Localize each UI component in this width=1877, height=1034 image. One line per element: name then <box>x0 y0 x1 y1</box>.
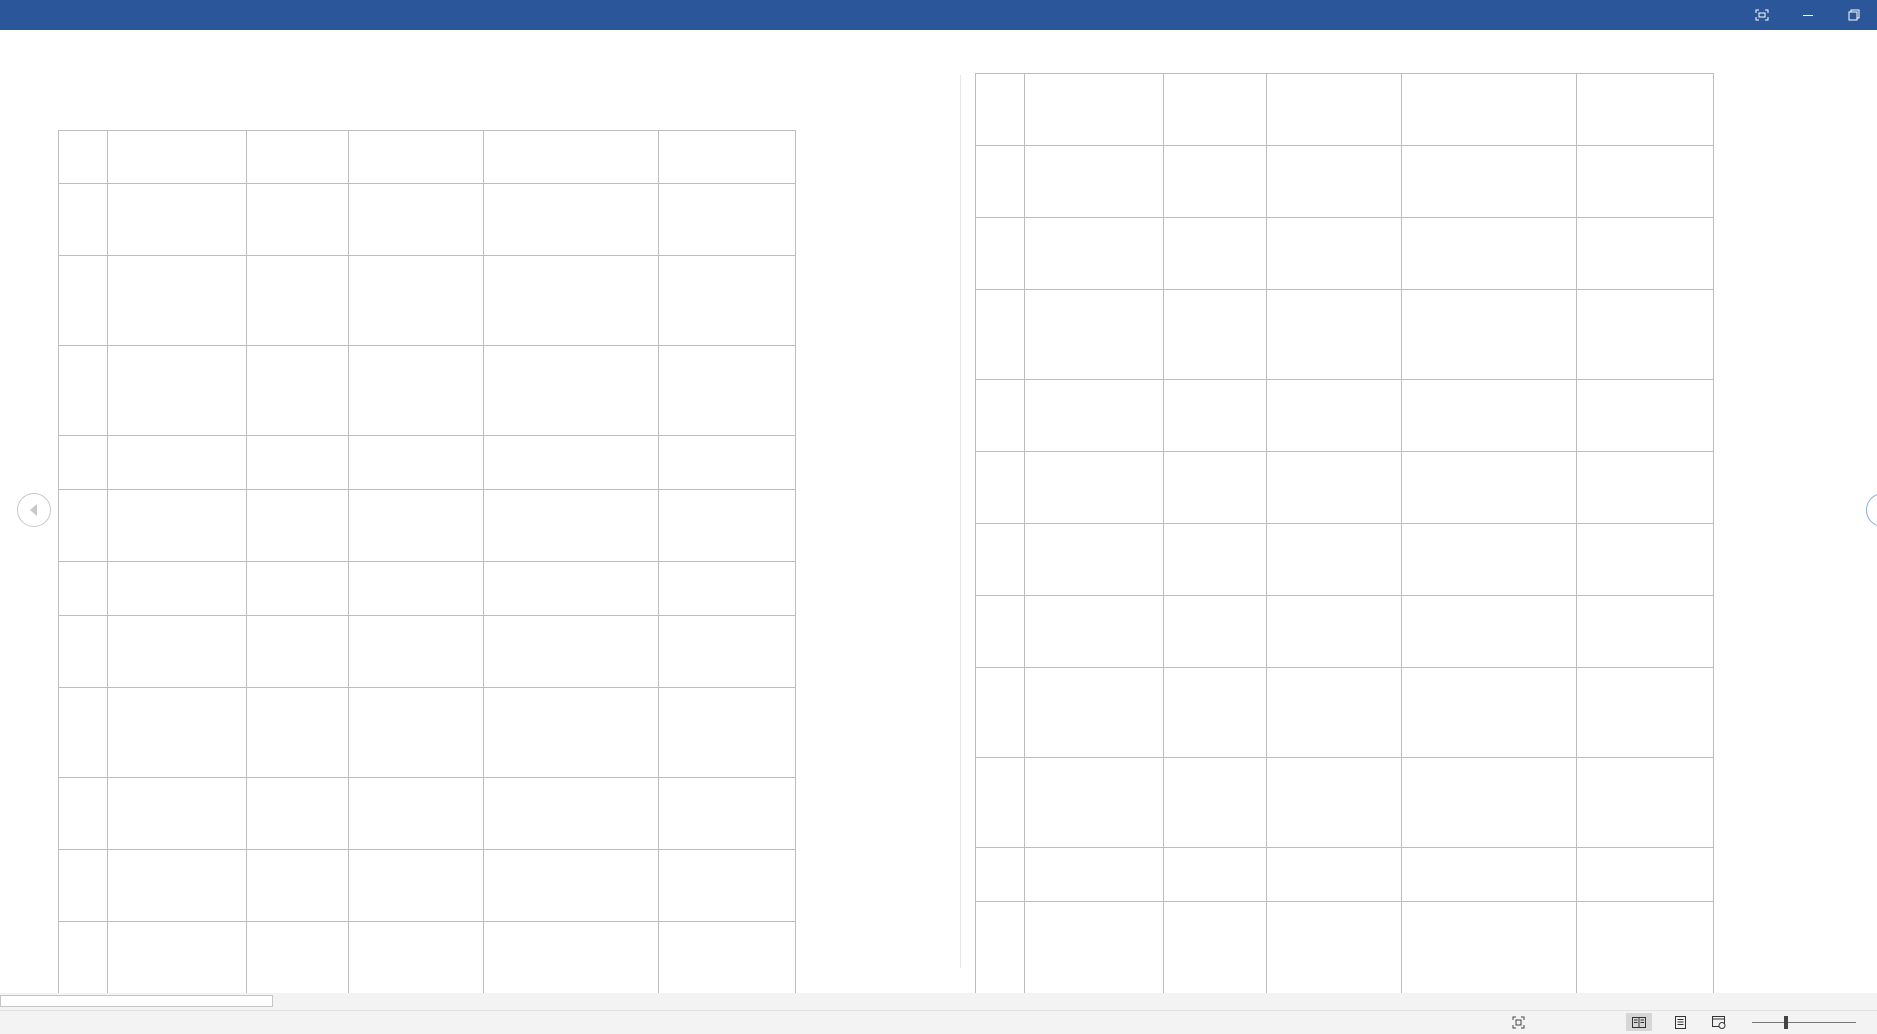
cell-part-of-speech <box>247 436 349 490</box>
cell-number <box>976 290 1025 380</box>
header-context <box>349 131 484 184</box>
window-controls <box>1739 0 1877 30</box>
cell-part-of-speech <box>247 490 349 562</box>
minimize-button[interactable] <box>1785 0 1831 30</box>
table-row <box>59 436 796 490</box>
cell-cefr-level <box>1577 452 1714 524</box>
cell-translation <box>484 346 659 436</box>
cell-context <box>349 256 484 346</box>
cell-part-of-speech <box>1164 452 1267 524</box>
cell-context <box>1267 758 1402 848</box>
cell-part-of-speech <box>1164 596 1267 668</box>
table-row <box>59 346 796 436</box>
window-title <box>0 0 1877 30</box>
cell-context <box>349 490 484 562</box>
header-translation <box>484 131 659 184</box>
cell-word <box>108 778 247 850</box>
cell-part-of-speech <box>1164 74 1267 146</box>
menu-file[interactable] <box>0 0 29 30</box>
web-layout-button[interactable] <box>1706 1013 1732 1031</box>
cell-word <box>108 184 247 256</box>
cell-word <box>1025 452 1164 524</box>
cell-number <box>976 758 1025 848</box>
cell-context <box>1267 74 1402 146</box>
cell-part-of-speech <box>1164 146 1267 218</box>
cell-translation <box>484 562 659 616</box>
cell-number <box>59 490 108 562</box>
cell-word <box>108 562 247 616</box>
cell-cefr-level <box>1577 380 1714 452</box>
cell-translation <box>1402 452 1577 524</box>
table-row <box>976 848 1714 902</box>
cell-cefr-level <box>659 256 796 346</box>
table-row <box>59 562 796 616</box>
cell-word <box>108 616 247 688</box>
print-layout-button[interactable] <box>1667 1013 1693 1031</box>
cell-number <box>59 256 108 346</box>
cell-number <box>59 850 108 922</box>
cell-context <box>349 688 484 778</box>
vocabulary-table-page-2 <box>975 73 1714 1010</box>
cell-part-of-speech <box>247 346 349 436</box>
cell-context <box>1267 524 1402 596</box>
cell-cefr-level <box>1577 848 1714 902</box>
cell-word <box>108 346 247 436</box>
cell-part-of-speech <box>1164 848 1267 902</box>
cell-translation <box>484 436 659 490</box>
header-cefr-level <box>659 131 796 184</box>
header-word <box>108 131 247 184</box>
cell-translation <box>484 922 659 994</box>
cell-number <box>976 596 1025 668</box>
chevron-left-icon <box>28 503 40 517</box>
cell-part-of-speech <box>247 256 349 346</box>
table-row <box>976 758 1714 848</box>
table-row <box>976 452 1714 524</box>
cell-word <box>1025 668 1164 758</box>
cell-cefr-level <box>659 490 796 562</box>
cell-number <box>976 74 1025 146</box>
cell-part-of-speech <box>1164 290 1267 380</box>
table-row <box>59 616 796 688</box>
menu-tools[interactable] <box>29 0 57 30</box>
fit-screen-button[interactable] <box>1739 0 1785 30</box>
cell-cefr-level <box>659 616 796 688</box>
table-header-row <box>59 131 796 184</box>
cell-translation <box>484 256 659 346</box>
cell-translation <box>484 184 659 256</box>
cell-word <box>108 490 247 562</box>
zoom-control <box>1746 1014 1862 1031</box>
cell-cefr-level <box>1577 146 1714 218</box>
cell-translation <box>1402 380 1577 452</box>
cell-cefr-level <box>659 922 796 994</box>
cell-part-of-speech <box>247 616 349 688</box>
cell-translation <box>1402 218 1577 290</box>
cell-context <box>1267 146 1402 218</box>
cell-translation <box>484 616 659 688</box>
fit-screen-icon <box>1755 9 1769 21</box>
cell-context <box>349 562 484 616</box>
cell-context <box>1267 290 1402 380</box>
next-screen-button[interactable] <box>1866 493 1877 527</box>
cell-context <box>349 346 484 436</box>
cell-part-of-speech <box>1164 524 1267 596</box>
title-bar <box>0 0 1877 30</box>
cell-part-of-speech <box>1164 218 1267 290</box>
cell-translation <box>1402 74 1577 146</box>
header-part-of-speech <box>247 131 349 184</box>
cell-part-of-speech <box>1164 758 1267 848</box>
cell-context <box>349 778 484 850</box>
read-mode-icon <box>1632 1017 1646 1028</box>
cell-cefr-level <box>1577 596 1714 668</box>
cell-cefr-level <box>659 688 796 778</box>
table-row <box>59 850 796 922</box>
horizontal-scrollbar[interactable] <box>0 993 1877 1010</box>
cell-context <box>349 184 484 256</box>
focus-icon <box>1512 1016 1525 1029</box>
cell-number <box>976 218 1025 290</box>
cell-cefr-level <box>659 346 796 436</box>
cell-cefr-level <box>1577 74 1714 146</box>
cell-word <box>1025 290 1164 380</box>
cell-context <box>349 922 484 994</box>
cell-translation <box>484 490 659 562</box>
cell-word <box>1025 218 1164 290</box>
cell-number <box>59 688 108 778</box>
cell-word <box>1025 74 1164 146</box>
cell-part-of-speech <box>247 184 349 256</box>
cell-number <box>59 616 108 688</box>
cell-number <box>976 380 1025 452</box>
reading-view <box>0 30 1877 993</box>
cell-part-of-speech <box>1164 380 1267 452</box>
cell-context <box>349 850 484 922</box>
vocabulary-table-page-1 <box>58 130 796 994</box>
cell-translation <box>484 688 659 778</box>
cell-translation <box>484 850 659 922</box>
cell-word <box>1025 758 1164 848</box>
table-row <box>59 184 796 256</box>
cell-number <box>976 848 1025 902</box>
cell-number <box>59 562 108 616</box>
cell-cefr-level <box>1577 758 1714 848</box>
cell-cefr-level <box>1577 524 1714 596</box>
table-row <box>59 778 796 850</box>
cell-number <box>976 524 1025 596</box>
restore-icon <box>1848 9 1860 21</box>
table-row <box>976 74 1714 146</box>
table-row <box>59 490 796 562</box>
cell-number <box>59 436 108 490</box>
cell-word <box>1025 848 1164 902</box>
cell-context <box>349 616 484 688</box>
cell-part-of-speech <box>247 850 349 922</box>
cell-cefr-level <box>659 184 796 256</box>
table-row <box>59 688 796 778</box>
cell-context <box>1267 452 1402 524</box>
cell-cefr-level <box>659 778 796 850</box>
cell-word <box>108 850 247 922</box>
focus-mode-button[interactable] <box>1512 1014 1530 1031</box>
cell-number <box>976 452 1025 524</box>
table-row <box>976 668 1714 758</box>
zoom-slider[interactable] <box>1752 1022 1856 1023</box>
table-row <box>976 380 1714 452</box>
cell-number <box>976 668 1025 758</box>
table-row <box>59 922 796 994</box>
cell-translation <box>1402 848 1577 902</box>
cell-cefr-level <box>1577 290 1714 380</box>
cell-number <box>59 922 108 994</box>
cell-number <box>59 778 108 850</box>
table-row <box>59 256 796 346</box>
cell-number <box>59 346 108 436</box>
zoom-slider-thumb[interactable] <box>1784 1016 1788 1029</box>
minimize-icon <box>1802 9 1814 21</box>
cell-context <box>349 436 484 490</box>
table-row <box>976 524 1714 596</box>
cell-word <box>108 436 247 490</box>
cell-cefr-level <box>659 850 796 922</box>
cell-word <box>108 688 247 778</box>
table-row <box>976 596 1714 668</box>
cell-context <box>1267 848 1402 902</box>
cell-word <box>1025 596 1164 668</box>
print-layout-icon <box>1675 1016 1686 1029</box>
cell-part-of-speech <box>247 562 349 616</box>
table-row <box>976 218 1714 290</box>
menu-view[interactable] <box>57 0 85 30</box>
cell-word <box>108 256 247 346</box>
cell-context <box>1267 596 1402 668</box>
cell-word <box>1025 380 1164 452</box>
table-row <box>976 290 1714 380</box>
cell-part-of-speech <box>247 922 349 994</box>
cell-context <box>1267 380 1402 452</box>
table-row <box>976 146 1714 218</box>
cell-cefr-level <box>1577 218 1714 290</box>
cell-cefr-level <box>659 562 796 616</box>
cell-translation <box>1402 596 1577 668</box>
read-mode-button[interactable] <box>1626 1013 1652 1031</box>
cell-context <box>1267 218 1402 290</box>
cell-number <box>976 146 1025 218</box>
status-bar <box>0 1010 1877 1034</box>
cell-translation <box>1402 524 1577 596</box>
cell-translation <box>1402 146 1577 218</box>
cell-translation <box>1402 668 1577 758</box>
menu-bar <box>0 0 85 30</box>
previous-screen-button[interactable] <box>17 493 51 527</box>
header-number <box>59 131 108 184</box>
restore-button[interactable] <box>1831 0 1877 30</box>
cell-translation <box>484 778 659 850</box>
cell-word <box>1025 524 1164 596</box>
cell-part-of-speech <box>1164 668 1267 758</box>
cell-translation <box>1402 758 1577 848</box>
cell-part-of-speech <box>247 688 349 778</box>
cell-cefr-level <box>659 436 796 490</box>
web-layout-icon <box>1712 1016 1726 1029</box>
cell-part-of-speech <box>247 778 349 850</box>
cell-word <box>108 922 247 994</box>
cell-cefr-level <box>1577 668 1714 758</box>
cell-word <box>1025 146 1164 218</box>
cell-translation <box>1402 290 1577 380</box>
page-divider <box>960 75 961 968</box>
cell-context <box>1267 668 1402 758</box>
cell-number <box>59 184 108 256</box>
scrollbar-thumb[interactable] <box>0 995 273 1007</box>
